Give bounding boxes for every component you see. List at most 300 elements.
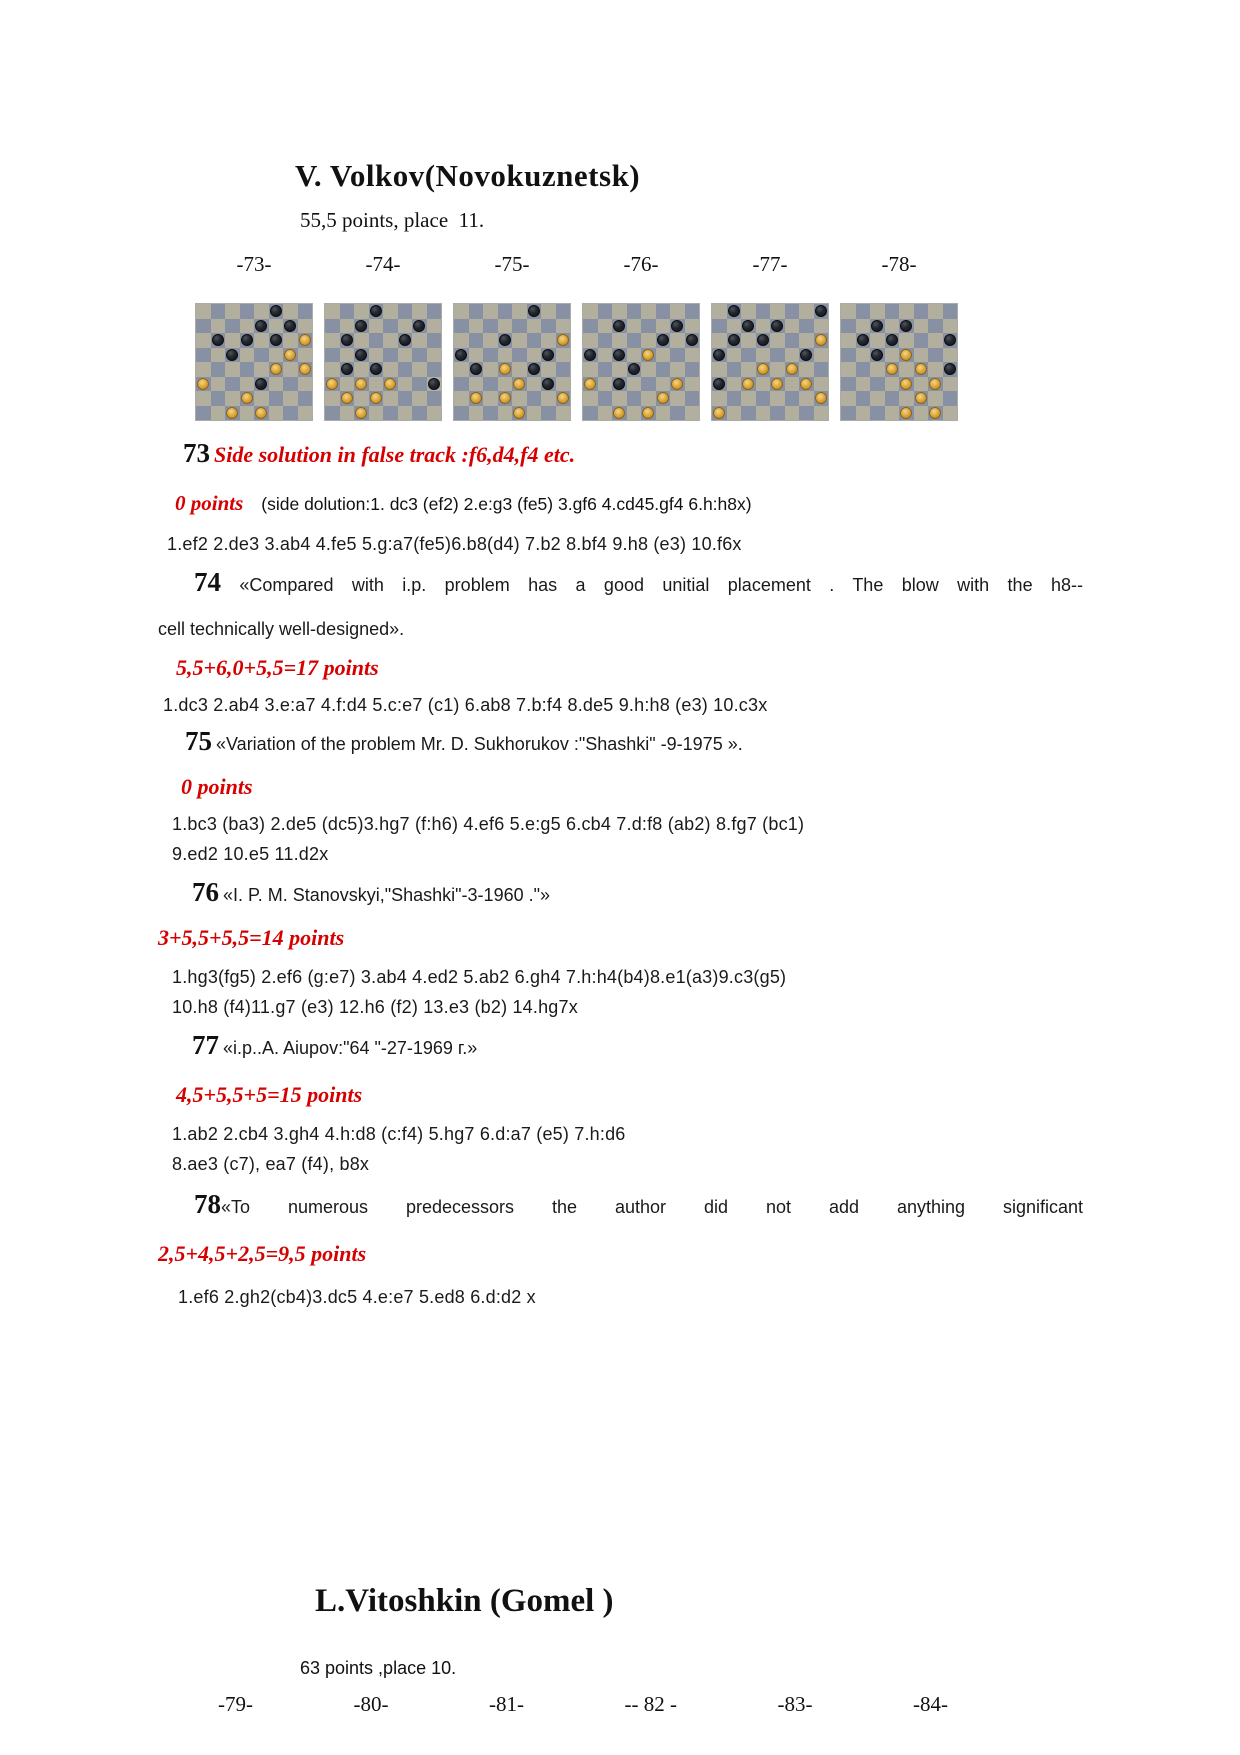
board-square [914, 406, 929, 421]
board-square [727, 406, 742, 421]
board-square [369, 319, 384, 334]
board-square [727, 377, 742, 392]
black-checker-piece [341, 363, 353, 375]
board-square [398, 391, 413, 406]
board-square [841, 348, 856, 363]
white-checker-piece [255, 407, 267, 419]
board-square [841, 319, 856, 334]
board-square [841, 304, 856, 319]
board-square [928, 304, 943, 319]
board-square [928, 319, 943, 334]
white-checker-piece [915, 363, 927, 375]
board-square [541, 333, 556, 348]
board-square [541, 319, 556, 334]
board-square [756, 348, 771, 363]
board-square [712, 377, 727, 392]
problem-number: 77 [192, 1030, 219, 1060]
board-square [598, 377, 613, 392]
problem-73-title: Side solution in false track :f6,d4,f4 etc. [214, 442, 576, 467]
board-square [298, 348, 313, 363]
problem-73-header [183, 438, 1083, 473]
white-checker-piece [800, 378, 812, 390]
board-square [512, 377, 527, 392]
board-square [498, 362, 513, 377]
board-square [943, 333, 958, 348]
board-square [556, 333, 571, 348]
board-square [756, 391, 771, 406]
black-checker-piece [944, 363, 956, 375]
board-square [454, 377, 469, 392]
board-square [240, 362, 255, 377]
board-square [225, 406, 240, 421]
board-square [454, 319, 469, 334]
board-square [298, 406, 313, 421]
white-checker-piece [642, 349, 654, 361]
board-square [785, 391, 800, 406]
black-checker-piece [584, 349, 596, 361]
board-square [427, 319, 442, 334]
board-square [785, 333, 800, 348]
board-square [454, 304, 469, 319]
board-square [899, 333, 914, 348]
board-square [612, 319, 627, 334]
board-square [383, 406, 398, 421]
board-square [283, 391, 298, 406]
white-checker-piece [742, 378, 754, 390]
board-square [685, 377, 700, 392]
board-square [685, 333, 700, 348]
board-square [712, 362, 727, 377]
board-square [283, 362, 298, 377]
black-checker-piece [255, 378, 267, 390]
board-square [527, 348, 542, 363]
board-square [427, 391, 442, 406]
board-square [799, 406, 814, 421]
board-square [469, 377, 484, 392]
board-square [298, 304, 313, 319]
white-checker-piece [900, 349, 912, 361]
board-square [527, 406, 542, 421]
black-checker-piece [226, 349, 238, 361]
points-note: (side dolution:1. dc3 (ef2) 2.e:g3 (fe5) 3.gf6 4.cd45.gf4 6.h:h8x) [261, 494, 752, 514]
board-square [412, 304, 427, 319]
white-checker-piece [370, 392, 382, 404]
problem-78-header [158, 1190, 1083, 1221]
board-square [612, 406, 627, 421]
board-square [856, 377, 871, 392]
board-square [340, 406, 355, 421]
board-square [454, 391, 469, 406]
white-checker-piece [513, 407, 525, 419]
problem-74-header [158, 568, 1083, 599]
board-square [627, 362, 642, 377]
board-square [369, 391, 384, 406]
board-square [914, 391, 929, 406]
board-square [770, 362, 785, 377]
diagram-label-73: -73- [236, 252, 272, 276]
black-checker-piece [886, 334, 898, 346]
black-checker-piece [671, 320, 683, 332]
board-square [498, 348, 513, 363]
board-square [196, 391, 211, 406]
board-square [885, 406, 900, 421]
diagram-label-80: -80- [353, 1692, 389, 1716]
board-square [914, 333, 929, 348]
board-square [527, 304, 542, 319]
problem-number: 78 [194, 1189, 221, 1219]
board-square [469, 333, 484, 348]
board-square [196, 406, 211, 421]
board-square [799, 319, 814, 334]
checkers-board-78 [841, 304, 957, 420]
board-square [254, 391, 269, 406]
board-square [598, 348, 613, 363]
white-checker-piece [671, 378, 683, 390]
board-square [211, 406, 226, 421]
board-square [641, 319, 656, 334]
board-square [770, 319, 785, 334]
board-square [899, 319, 914, 334]
white-checker-piece [226, 407, 238, 419]
board-square [727, 333, 742, 348]
board-square [427, 377, 442, 392]
board-square [741, 362, 756, 377]
board-square [856, 391, 871, 406]
checkers-board-76 [583, 304, 699, 420]
board-square [770, 406, 785, 421]
board-square [870, 362, 885, 377]
board-square [770, 377, 785, 392]
board-square [785, 362, 800, 377]
board-square [856, 362, 871, 377]
board-square [670, 304, 685, 319]
white-checker-piece [815, 334, 827, 346]
board-square [943, 348, 958, 363]
board-square [814, 319, 829, 334]
board-square [369, 304, 384, 319]
board-square [870, 319, 885, 334]
white-checker-piece [815, 392, 827, 404]
board-square [427, 348, 442, 363]
diagram-label-78: -78- [881, 252, 917, 276]
black-checker-piece [871, 349, 883, 361]
board-square [741, 319, 756, 334]
black-checker-piece [528, 305, 540, 317]
problem-75-points: 0 points [181, 774, 253, 799]
board-square [325, 406, 340, 421]
board-square [512, 406, 527, 421]
board-square [870, 391, 885, 406]
board-square [412, 333, 427, 348]
board-square [298, 362, 313, 377]
diagram-label-row [196, 250, 958, 278]
board-square [670, 377, 685, 392]
white-checker-piece [384, 378, 396, 390]
board-square [298, 319, 313, 334]
board-square [398, 304, 413, 319]
board-square [512, 333, 527, 348]
board-square [583, 333, 598, 348]
board-square [383, 391, 398, 406]
board-square [641, 362, 656, 377]
board-square [325, 319, 340, 334]
board-square [269, 348, 284, 363]
black-checker-piece [613, 349, 625, 361]
black-checker-piece [728, 305, 740, 317]
white-checker-piece [299, 334, 311, 346]
white-checker-piece [284, 349, 296, 361]
board-square [856, 406, 871, 421]
board-square [556, 362, 571, 377]
black-checker-piece [399, 334, 411, 346]
diagram-label-84: -84- [912, 1692, 948, 1716]
problem-78-quote: «To numerous predecessors the author did not add anything significant [221, 1197, 1083, 1217]
white-checker-piece [557, 334, 569, 346]
board-square [527, 391, 542, 406]
board-square [469, 304, 484, 319]
board-square [770, 391, 785, 406]
board-square [841, 377, 856, 392]
board-square [785, 304, 800, 319]
board-square [598, 391, 613, 406]
board-square [354, 348, 369, 363]
board-square [598, 319, 613, 334]
board-square [914, 362, 929, 377]
board-square [914, 319, 929, 334]
board-square [583, 391, 598, 406]
board-square [498, 406, 513, 421]
diagram-label-81: -81- [489, 1692, 524, 1716]
board-square [325, 333, 340, 348]
board-square [269, 333, 284, 348]
board-square [712, 348, 727, 363]
problem-number: 76 [192, 877, 219, 907]
points-label: 0 points [175, 491, 244, 515]
board-square [398, 362, 413, 377]
board-square [383, 362, 398, 377]
board-square [454, 333, 469, 348]
black-checker-piece [713, 378, 725, 390]
board-square [340, 362, 355, 377]
board-square [498, 333, 513, 348]
black-checker-piece [355, 349, 367, 361]
section2-title: L.Vitoshkin (Gomel ) [315, 1583, 614, 1619]
board-square [627, 333, 642, 348]
board-square [283, 304, 298, 319]
board-square [340, 348, 355, 363]
black-checker-piece [413, 320, 425, 332]
board-square [240, 406, 255, 421]
board-square [899, 377, 914, 392]
board-square [841, 333, 856, 348]
problem-75-header [185, 727, 1083, 760]
white-checker-piece [657, 392, 669, 404]
diagram-label-77: -77- [752, 252, 788, 276]
black-checker-piece [255, 320, 267, 332]
board-square [269, 362, 284, 377]
black-checker-piece [370, 363, 382, 375]
board-square [211, 348, 226, 363]
board-square [627, 348, 642, 363]
problem-76-quote: «I. P. M. Stanovskyi,"Shashki"-3-1960 ."» [223, 885, 550, 905]
board-square [656, 377, 671, 392]
board-square [885, 391, 900, 406]
board-square [727, 304, 742, 319]
board-square [612, 377, 627, 392]
board-square [240, 304, 255, 319]
board-square [727, 362, 742, 377]
board-square [254, 333, 269, 348]
board-square [641, 406, 656, 421]
checkers-board-77 [712, 304, 828, 420]
board-square [512, 304, 527, 319]
board-square [741, 377, 756, 392]
board-square [398, 348, 413, 363]
board-square [512, 391, 527, 406]
board-square [841, 362, 856, 377]
white-checker-piece [270, 363, 282, 375]
board-square [412, 377, 427, 392]
black-checker-piece [499, 334, 511, 346]
board-square [483, 348, 498, 363]
board-square [541, 391, 556, 406]
board-square [712, 319, 727, 334]
board-square [196, 304, 211, 319]
board-square [211, 391, 226, 406]
board-square [469, 406, 484, 421]
problem-75-moves-2: 9.ed2 10.e5 11.d2x [172, 844, 329, 864]
board-square [885, 319, 900, 334]
board-square [885, 348, 900, 363]
board-square [454, 362, 469, 377]
board-square [899, 406, 914, 421]
board-square [340, 333, 355, 348]
board-square [483, 377, 498, 392]
black-checker-piece [370, 305, 382, 317]
board-square [354, 304, 369, 319]
board-square [856, 348, 871, 363]
board-square [398, 406, 413, 421]
board-square [814, 362, 829, 377]
board-square [627, 406, 642, 421]
board-square [841, 391, 856, 406]
board-square [785, 319, 800, 334]
board-square [943, 304, 958, 319]
board-square [369, 377, 384, 392]
board-square [354, 406, 369, 421]
board-square [240, 348, 255, 363]
board-square [325, 377, 340, 392]
board-square [583, 348, 598, 363]
board-square [325, 304, 340, 319]
black-checker-piece [284, 320, 296, 332]
board-square [498, 391, 513, 406]
board-square [870, 333, 885, 348]
white-checker-piece [771, 378, 783, 390]
board-square [928, 406, 943, 421]
board-square [283, 319, 298, 334]
white-checker-piece [241, 392, 253, 404]
board-square [225, 304, 240, 319]
board-square [583, 319, 598, 334]
white-checker-piece [326, 378, 338, 390]
board-square [383, 348, 398, 363]
board-square [269, 377, 284, 392]
black-checker-piece [686, 334, 698, 346]
board-square [283, 333, 298, 348]
board-square [670, 391, 685, 406]
black-checker-piece [871, 320, 883, 332]
board-square [641, 377, 656, 392]
board-square [741, 348, 756, 363]
diagram-label-76: -76- [623, 252, 659, 276]
board-square [685, 391, 700, 406]
problem-76-moves-2: 10.h8 (f4)11.g7 (e3) 12.h6 (f2) 13.e3 (b2) 14.hg7x [172, 997, 578, 1017]
board-square [469, 362, 484, 377]
section2-subtitle: 63 points ,place 10. [300, 1658, 457, 1678]
problem-75-moves-1: 1.bc3 (ba3) 2.de5 (dc5)3.hg7 (f:h6) 4.ef6 5.e:g5 6.cb4 7.d:f8 (ab2) 8.fg7 (bc1) [172, 814, 805, 834]
board-square [612, 362, 627, 377]
board-square [369, 348, 384, 363]
board-square [283, 377, 298, 392]
page-title: V. Volkov(Novokuznetsk) [295, 158, 641, 193]
board-square [583, 377, 598, 392]
white-checker-piece [786, 363, 798, 375]
board-square [814, 377, 829, 392]
white-checker-piece [886, 363, 898, 375]
board-square [741, 391, 756, 406]
white-checker-piece [900, 407, 912, 419]
board-square [943, 362, 958, 377]
board-square [583, 304, 598, 319]
board-square [727, 319, 742, 334]
board-square [670, 348, 685, 363]
problem-73-moves: 1.ef2 2.de3 3.ab4 4.fe5 5.g:a7(fe5)6.b8(d4) 7.b2 8.bf4 9.h8 (e3) 10.f6x [167, 534, 742, 554]
white-checker-piece [299, 363, 311, 375]
board-square [685, 319, 700, 334]
board-square [196, 377, 211, 392]
black-checker-piece [857, 334, 869, 346]
board-square [656, 362, 671, 377]
problem-77-points: 4,5+5,5+5=15 points [176, 1082, 363, 1107]
board-square [799, 362, 814, 377]
white-checker-piece [757, 363, 769, 375]
board-square [870, 377, 885, 392]
board-square [269, 304, 284, 319]
board-square [885, 333, 900, 348]
board-square [814, 333, 829, 348]
board-square [598, 406, 613, 421]
board-square [254, 362, 269, 377]
board-square [943, 406, 958, 421]
problem-74-moves: 1.dc3 2.ab4 3.e:a7 4.f:d4 5.c:e7 (c1) 6.ab8 7.b:f4 8.de5 9.h:h8 (e3) 10.c3x [163, 695, 768, 715]
black-checker-piece [270, 334, 282, 346]
board-square [298, 333, 313, 348]
problem-77-moves-2: 8.ae3 (c7), ea7 (f4), b8x [172, 1154, 370, 1174]
board-square [627, 391, 642, 406]
board-square [670, 319, 685, 334]
board-square [383, 377, 398, 392]
board-square [899, 391, 914, 406]
board-square [799, 391, 814, 406]
board-square [612, 348, 627, 363]
board-square [454, 348, 469, 363]
board-square [870, 304, 885, 319]
problem-number: 75 [185, 726, 212, 756]
board-square [527, 362, 542, 377]
white-checker-piece [929, 378, 941, 390]
board-square [670, 333, 685, 348]
